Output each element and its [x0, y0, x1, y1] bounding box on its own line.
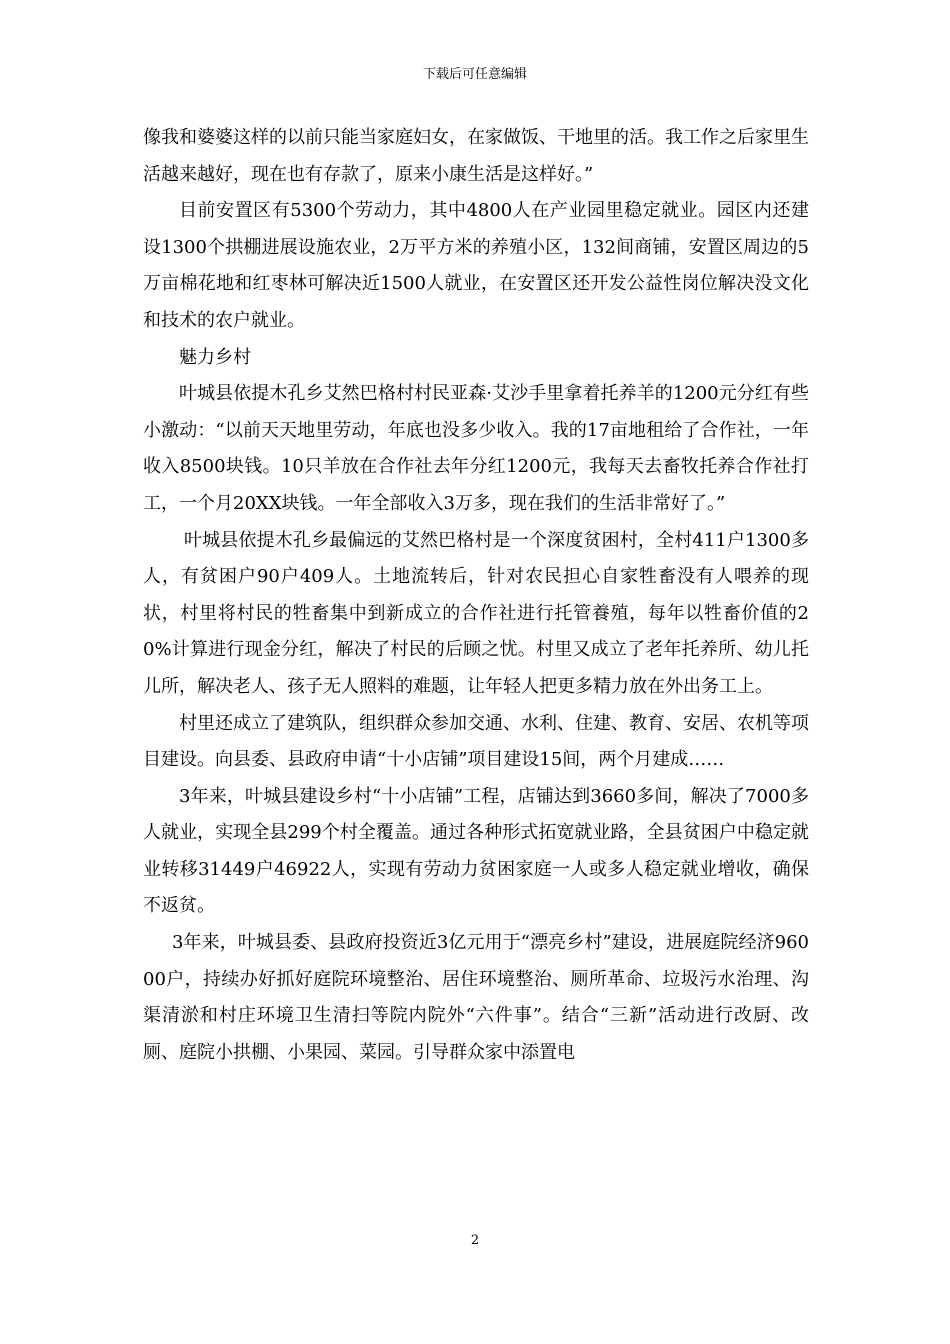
page-header: 下载后可任意编辑 — [422, 67, 527, 82]
paragraph-7: 3年来，叶城县委、县政府投资近3亿元用于“漂亮乡村”建设，进展庭院经济96000户，持续办好抓好庭院环境整治、居住环境整治、厕所革命、垃圾污水治理、沟渠清淤和村庄环境卫生清扫等院内院外“六件事”。结合“三新”活动进行改厨、改厕、庭院小拱棚、小果园、菜园。引导群众家中添置电 — [143, 932, 809, 1063]
paragraph-4: 叶城县依提木孔乡最偏远的艾然巴格村是一个深度贫困村，全村411户1300多人，有贫困户90户409人。土地流转后，针对农民担心自家牲畜没有人喂养的现状，村里将村民的牲畜集中到新成立的合作社进行托管養殖，每年以牲畜价值的20%计算进行现金分红，解决了村民的后顾之忧。村里又成立了老年托养所、幼儿托儿所，解决老人、孩子无人照料的难题，让年轻人把更多精力放在外出务工上。 — [143, 529, 809, 697]
paragraph-5: 村里还成立了建筑队，组织群众参加交通、水利、住建、教育、安居、农机等项目建设。向县委、县政府申请“十小店铺”项目建设15间，两个月建成…… — [143, 712, 809, 771]
document-body — [143, 120, 809, 1071]
paragraph-1: 像我和婆婆这样的以前只能当家庭妇女，在家做饭、干地里的活。我工作之后家里生活越来越好，现在也有存款了，原来小康生活是这样好。” — [143, 127, 809, 185]
section-heading: 魅力乡村 — [179, 346, 251, 368]
paragraph-6: 3年来，叶城县建设乡村“十小店铺”工程，店铺达到3660多间，解决了7000多人就业，实现全县299个村全覆盖。通过各种形式拓宽就业路，全县贫困户中稳定就业转移31449户46922人，实现有劳动力贫困家庭一人或多人稳定就业增收，确保不返贫。 — [143, 785, 809, 917]
paragraph-3: 叶城县依提木孔乡艾然巴格村村民亚森·艾沙手里拿着托养羊的1200元分红有些小激动：“以前天天地里劳动，年底也没多少收入。我的17亩地租给了合作社，一年收入8500块钱。10只羊放在合作社去年分红1200元，我每天去畜牧托养合作社打工，一个月20XX块钱。一年全部收入3万多，现在我们的生活非常好了。” — [143, 383, 809, 514]
paragraph-2: 目前安置区有5300个劳动力，其中4800人在产业园里稳定就业。园区内还建设1300个拱棚进展设施农业，2万平方米的养殖小区，132间商铺，安置区周边的5万亩棉花地和红枣林可解决近1500人就业，在安置区还开发公益性岗位解决没文化和技术的农户就业。 — [143, 200, 809, 331]
page-number: 2 — [470, 1233, 480, 1248]
